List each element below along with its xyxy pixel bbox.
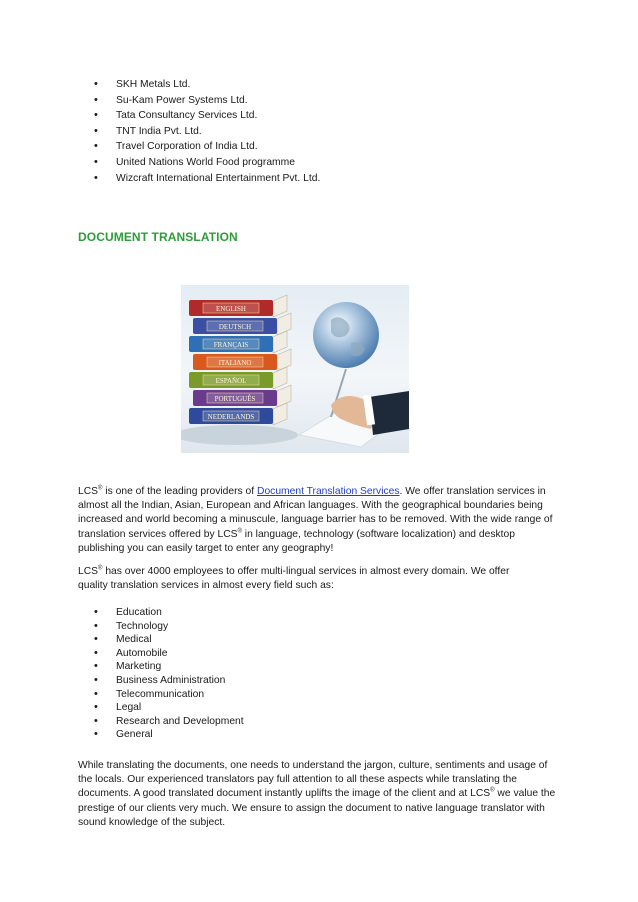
registered-mark: ® <box>98 565 103 572</box>
book-label: FRANÇAIS <box>213 341 249 349</box>
list-item: • United Nations World Food programme <box>94 155 320 171</box>
book-label: ESPAÑOL <box>215 377 247 385</box>
list-item: • Legal <box>94 701 244 715</box>
list-item: • Marketing <box>94 660 244 674</box>
list-item: • General <box>94 728 244 742</box>
list-item: • Telecommunication <box>94 688 244 702</box>
registered-mark: ® <box>98 485 103 492</box>
book-label: DEUTSCH <box>218 323 252 331</box>
books-and-globe-image <box>181 285 409 453</box>
paragraph-text: is one of the leading providers of <box>102 486 258 497</box>
book <box>193 385 291 407</box>
paragraph-text: While translating the documents, one needs to understand the jargon, culture, sentiments and usage of the locals. Our experienced translators pay full attention to all these aspects while translating the documents. A good translated document instantly uplifts the image of the client and at <box>78 760 548 800</box>
paragraph-text: in language, technology (software localization) and desktop publishing you can easily target to enter any geography! <box>78 528 515 554</box>
paragraph-text: we value the prestige of our clients very much. We ensure to assign the document to native language translator with sound knowledge of the subject. <box>78 788 556 828</box>
list-item: • Tata Consultancy Services Ltd. <box>94 108 320 124</box>
list-item: • SKH Metals Ltd. <box>94 77 320 93</box>
book <box>189 403 287 425</box>
list-item: • Wizcraft International Entertainment Pvt. Ltd. <box>94 171 320 187</box>
book <box>193 349 291 371</box>
employees-paragraph <box>78 565 558 593</box>
document-translation-services-link[interactable]: Document Translation Services <box>257 486 400 497</box>
intro-paragraph <box>78 485 558 556</box>
book <box>189 295 287 317</box>
paragraph-text: quality translation services in almost every field such as: <box>78 580 334 592</box>
books-illustration <box>181 285 409 453</box>
list-item: • Research and Development <box>94 715 244 729</box>
book-label: ENGLISH <box>216 305 246 313</box>
book-label: PORTUGUÊS <box>214 395 256 403</box>
list-item: • Automobile <box>94 647 244 661</box>
fields-list <box>94 606 244 742</box>
paragraph-text: has over 4000 employees to offer multi-lingual services in almost every domain. We offer <box>102 566 510 577</box>
list-item: • Travel Corporation of India Ltd. <box>94 139 320 155</box>
book <box>189 367 287 389</box>
book <box>189 331 287 353</box>
list-item: • TNT India Pvt. Ltd. <box>94 124 320 140</box>
book-label: NEDERLANDS <box>207 413 255 421</box>
registered-mark: ® <box>237 528 242 535</box>
registered-mark: ® <box>490 787 495 794</box>
quality-paragraph <box>78 759 558 830</box>
list-item: • Business Administration <box>94 674 244 688</box>
list-item: • Su-Kam Power Systems Ltd. <box>94 93 320 109</box>
brand-name: LCS <box>217 528 238 540</box>
brand-name: LCS <box>78 486 99 497</box>
brand-name: LCS <box>78 566 99 577</box>
list-item: • Education <box>94 606 244 620</box>
book-label: ITALIANO <box>218 359 252 367</box>
paragraph-text: . We offer translation services in almost all the Indian, Asian, European and African languages. With the geographical boundaries being increased and world becoming a minuscule, language barrier has to be removed. With the wide range of translation services offered by <box>78 486 553 540</box>
section-title: DOCUMENT TRANSLATION <box>78 230 238 244</box>
list-item: • Technology <box>94 620 244 634</box>
client-list <box>94 77 320 186</box>
list-item: • Medical <box>94 633 244 647</box>
book <box>193 313 291 335</box>
brand-name: LCS <box>470 788 491 800</box>
